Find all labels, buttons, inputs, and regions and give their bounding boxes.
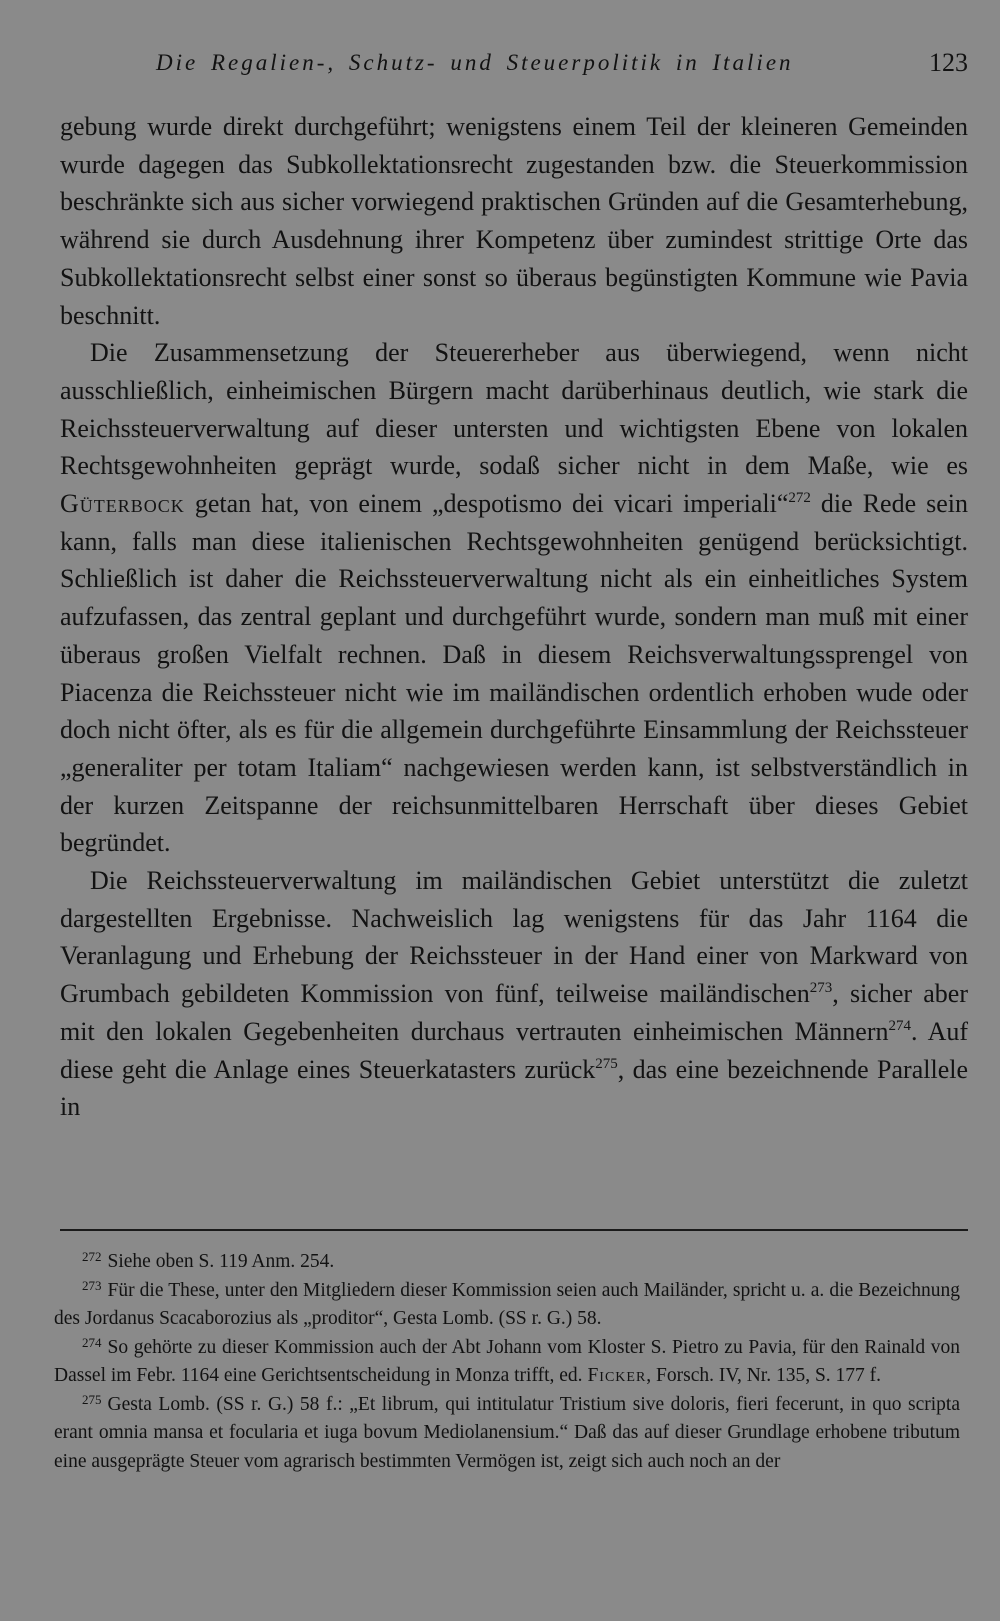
paragraph-3 <box>60 862 968 1126</box>
footnote-number: 273 <box>82 1277 102 1293</box>
footnote-272 <box>54 1248 960 1277</box>
footnote-number: 274 <box>82 1334 102 1350</box>
footnote-275 <box>54 1391 960 1477</box>
footnote-ref-274: 274 <box>888 1017 911 1034</box>
footnote-text-end: , Forsch. IV, Nr. 135, S. 177 f. <box>646 1365 882 1386</box>
footnote-number: 275 <box>82 1391 102 1407</box>
paragraph-3-text-c: . Auf diese geht die Anlage eines Steuerkatasters zurück <box>60 1016 969 1084</box>
running-title: Die Regalien-, Schutz- und Steuerpolitik in Italien <box>156 50 794 75</box>
footnote-text: So gehörte zu dieser Kommission auch der Abt Johann vom Kloster S. Pietro zu Pavia, für den Rainald von Dassel im Febr. 1164 eine Gerichtsentscheidung in Monza trifft, ed. <box>54 1336 960 1386</box>
paragraph-3-text-b: , sicher aber mit den lokalen Gegebenheiten durchaus vertrauten einheimischen Männern <box>60 979 968 1046</box>
author-name-ficker: Ficker <box>587 1365 647 1386</box>
footnote-number: 272 <box>82 1249 102 1264</box>
paragraph-2-text-c: die Rede sein kann, falls man diese italienischen Rechtsgewohnheiten genügend berücksichtigt. Schließlich ist daher die Reichssteuerverwaltung nicht als ein einheitliches System aufzufassen, das zentral geplant und durchgeführt wurde, sondern man muß mit einer überaus großen Vielfalt rechnen. Daß in diesem Reichsverwaltungssprengel von Piacenza die Reichssteuer nicht wie im mailändischen ordentlich erhoben wude oder doch nicht öfter, als es für die allgemein durchgeführte Einsammlung der Reichssteuer „generaliter per totam Italiam“ nachgewiesen werden kann, ist selbstverständlich in der kurzen Zeitspanne der reichsunmittelbaren Herrschaft über dieses Gebiet begründet. <box>60 489 969 858</box>
footnote-274 <box>54 1334 960 1391</box>
footnote-ref-273: 273 <box>809 980 833 997</box>
footnote-text: Gesta Lomb. (SS r. G.) 58 f.: „Et librum, qui intitulatur Tristium sive doloris, fieri fecerunt, in quo scripta erant omnia mansa et focularia et iuga bovum Mediolanensium.“ Daß das auf dieser Grundlage erhobene tributum eine ausgeprägte Steuer vom agrarisch bestimmten Vermögen ist, zeigt sich auch noch an der <box>54 1393 960 1472</box>
footnote-text: Siehe oben S. 119 Anm. 254. <box>107 1251 335 1272</box>
footnote-ref-275: 275 <box>595 1055 618 1072</box>
main-text <box>60 108 968 1126</box>
paragraph-2-text-a: Die Zusammensetzung der Steuererheber aus überwiegend, wenn nicht ausschließlich, einheimischen Bürgern macht darüberhinaus deutlich, wie stark die Reichssteuerverwaltung auf dieser untersten und wichtigsten Ebene von lokalen Rechtsgewohnheiten geprägt wurde, sodaß sicher nicht in dem Maße, wie es <box>60 338 968 481</box>
paragraph-2 <box>60 334 968 862</box>
footnote-ref-272: 272 <box>788 490 811 507</box>
author-name-gueterbock: Güterbock <box>60 489 185 519</box>
paragraph-3-text-d: , das eine bezeichnende Parallele in <box>60 1054 969 1122</box>
footnotes <box>54 1248 960 1476</box>
footnote-divider <box>60 1229 968 1231</box>
paragraph-3-text-a: Die Reichssteuerverwaltung im mailändischen Gebiet unterstützt die zuletzt dargestellten Ergebnisse. Nachweislich lag wenigstens für das Jahr 1164 die Veranlagung und Erhebung der Reichssteuer in der Hand einer von Markward von Grumbach gebildeten Kommission von fünf, teilweise mailändischen <box>60 866 968 1009</box>
footnote-text: Für die These, unter den Mitgliedern dieser Kommission seien auch Mailänder, spricht u. a. die Bezeichnung des Jordanus Scacaborozius als „proditor“, Gesta Lomb. (SS r. G.) 58. <box>54 1279 960 1329</box>
paragraph-1: gebung wurde direkt durchgeführt; wenigstens einem Teil der kleineren Gemeinden wurde dagegen das Subkollektationsrecht zugestanden bzw. die Steuerkommission beschränkte sich aus sicher vorwiegend praktischen Gründen auf die Gesamterhebung, während sie durch Ausdehnung ihrer Kompetenz über zumindest strittige Orte das Subkollektationsrecht selbst einer sonst so überaus begünstigten Kommune wie Pavia beschnitt. <box>60 112 968 330</box>
footnote-273 <box>54 1277 960 1334</box>
paragraph-2-text-b: getan hat, von einem „despotismo dei vicari imperiali“ <box>194 489 789 519</box>
page-number: 123 <box>929 48 968 77</box>
page-header <box>60 50 968 86</box>
